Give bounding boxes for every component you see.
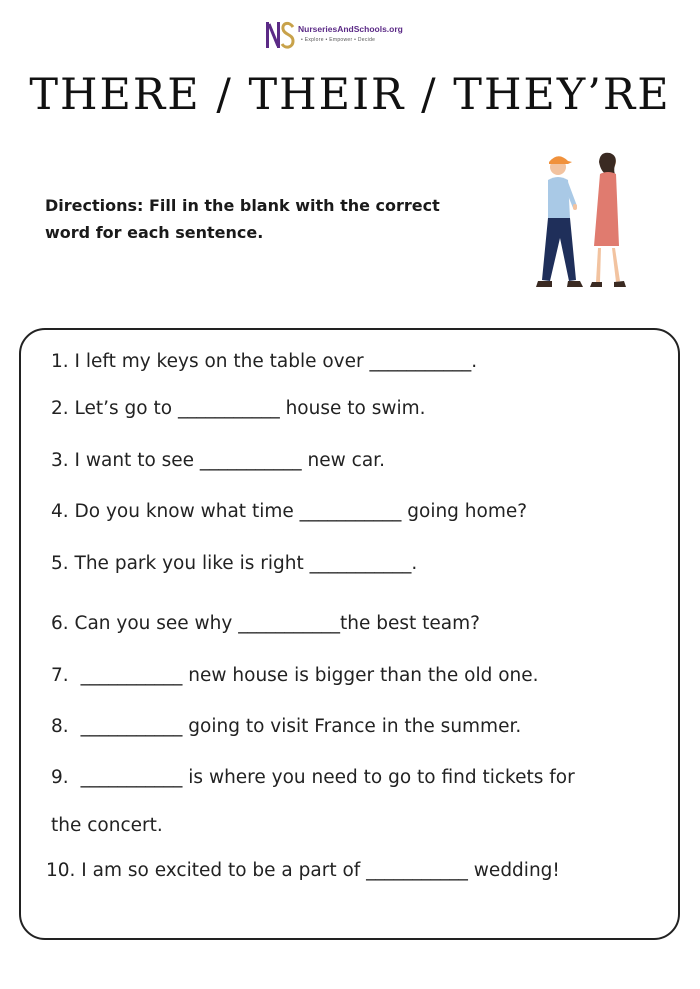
walking-people-illustration (528, 150, 638, 292)
question-8 (51, 716, 521, 737)
logo-tagline: • Explore • Empower • Decide (301, 37, 376, 43)
question-7-text: ___________ new house is bigger than the old one. (80, 665, 539, 686)
site-logo (265, 20, 425, 52)
question-8-number: 8. (51, 716, 69, 737)
question-9-number: 9. (51, 767, 69, 788)
directions (45, 192, 465, 246)
girl-figure (590, 153, 626, 287)
questions-box (19, 328, 680, 940)
question-9-text: ___________ is where you need to go to find tickets for (80, 767, 575, 788)
question-7 (51, 665, 539, 686)
question-3: 3. I want to see ___________ new car. (51, 450, 385, 471)
logo-mark-icon (265, 20, 297, 52)
question-9-continued: the concert. (51, 815, 163, 836)
question-1: 1. I left my keys on the table over ___________. (51, 351, 478, 372)
directions-line-2: word for each sentence. (45, 223, 264, 242)
directions-line-1: Directions: Fill in the blank with the correct (45, 196, 440, 215)
question-7-number: 7. (51, 665, 69, 686)
page-title: THERE / THEIR / THEY’RE (29, 70, 671, 120)
question-4: 4. Do you know what time ___________ going home? (51, 501, 528, 522)
question-6: 6. Can you see why ___________the best team? (51, 613, 480, 634)
question-10: 10. I am so excited to be a part of ___________ wedding! (46, 860, 560, 881)
question-9 (51, 767, 575, 788)
question-5: 5. The park you like is right ___________. (51, 553, 418, 574)
logo-name: NurseriesAndSchools.org (298, 24, 403, 34)
question-2: 2. Let’s go to ___________ house to swim. (51, 398, 426, 419)
boy-figure (536, 156, 583, 287)
question-8-text: ___________ going to visit France in the summer. (80, 716, 522, 737)
